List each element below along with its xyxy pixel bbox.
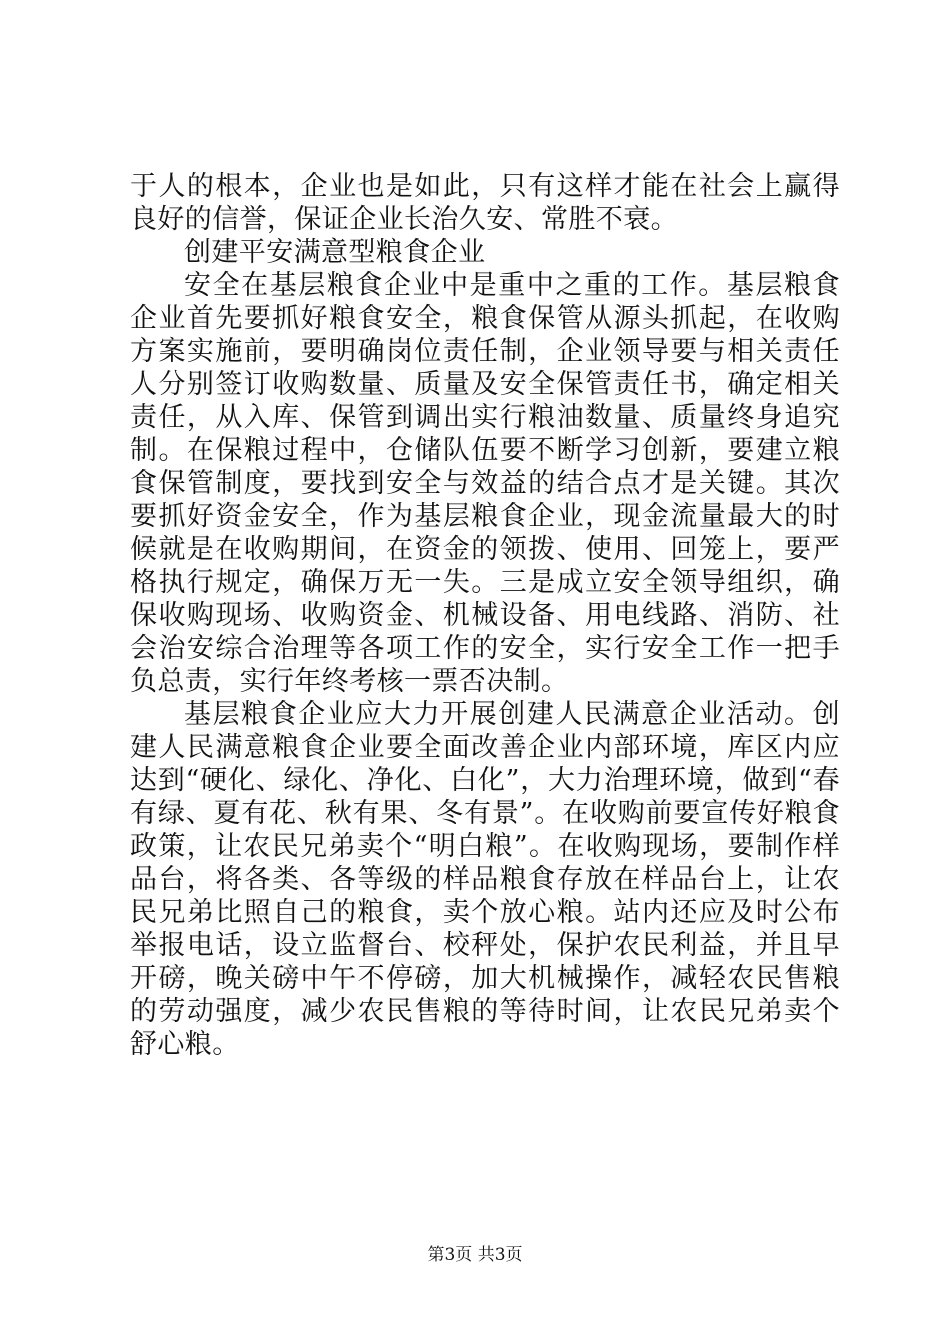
section-heading: 创建平安满意型粮食企业 (184, 237, 486, 268)
paragraph-continuation: 于人的根本，企业也是如此，只有这样才能在社会上赢得良好的信誉，保证企业长治久安、常胜不衰。 (130, 171, 840, 235)
paragraph-safety: 安全在基层粮食企业中是重中之重的工作。基层粮食企业首先要抓好粮食安全，粮食保管从源头抓起，在收购方案实施前，要明确岗位责任制，企业领导要与相关责任人分别签订收购数量、质量及安全保管责任书，确定相关责任，从入库、保管到调出实行粮油数量、质量终身追究制。在保粮过程中，仓储队伍要不断学习创新，要建立粮食保管制度，要找到安全与效益的结合点才是关键。其次要抓好资金安全，作为基层粮食企业，现金流量最大的时候就是在收购期间，在资金的领拨、使用、回笼上，要严格执行规定，确保万无一失。三是成立安全领导组织，确保收购现场、收购资金、机械设备、用电线路、消防、社会治安综合治理等各项工作的安全，实行安全工作一把手负总责，实行年终考核一票否决制。 (130, 270, 840, 697)
page-number-footer: 第3页 共3页 (427, 1245, 523, 1265)
paragraph-satisfaction: 基层粮食企业应大力开展创建人民满意企业活动。创建人民满意粮食企业要全面改善企业内部环境，库区内应达到“硬化、绿化、净化、白化”，大力治理环境，做到“春有绿、夏有花、秋有果、冬有景”。在收购前要宣传好粮食政策，让农民兄弟卖个“明白粮”。在收购现场，要制作样品台，将各类、各等级的样品粮食存放在样品台上，让农民兄弟比照自己的粮食，卖个放心粮。站内还应及时公布举报电话，设立监督台、校秤处，保护农民利益，并且早开磅，晚关磅中午不停磅，加大机械操作，减轻农民售粮的劳动强度，减少农民售粮的等待时间，让农民兄弟卖个舒心粮。 (130, 699, 840, 1060)
document-body (130, 170, 840, 1061)
